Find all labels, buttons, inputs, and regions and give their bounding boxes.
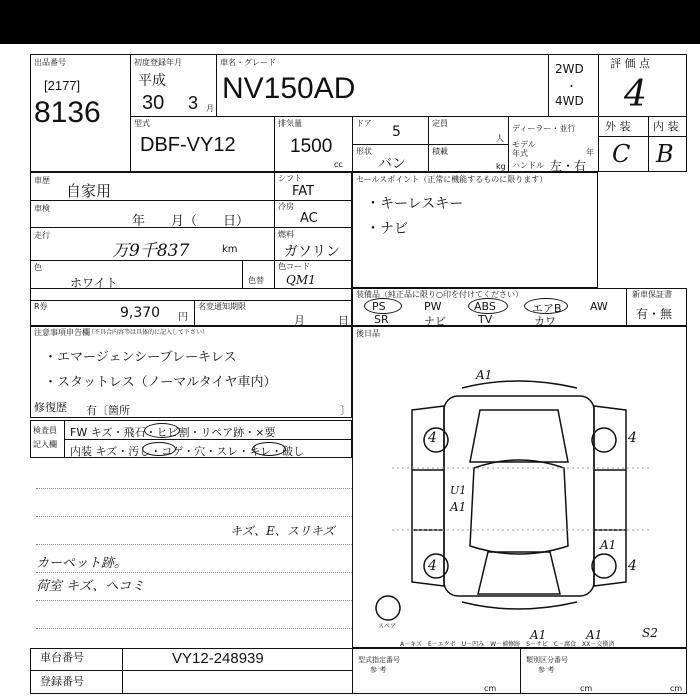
handwritten-line-a: キズ、E、スリキズ [230,524,335,538]
mark-left-door-a: A1 [450,500,467,514]
inspection-value: 年 月（ 日） [132,214,250,229]
equip-leather: カワ [534,315,556,328]
class-label: 類別区分番号 [526,656,568,664]
lot-number: 8136 [34,96,101,129]
damage-legend: A－キズ E－エクボ U－凹み W－補修跡 S－サビ C－腐食 XX－交換済 [400,641,615,648]
drive-dot: ・ [566,80,577,93]
equip-tv: TV [478,313,493,326]
use-value: 自家用 [66,182,112,200]
model-grade-label: 車名・グレード [220,58,276,67]
inspector-row-2: 内装 キズ・汚し・コゲ・穴・スレ・キレ・破し [70,445,305,458]
reg-label: 登録番号 [40,675,84,688]
inspector-row-1: FW キズ・飛石・ヒビ割・リペア跡・×要 [70,426,276,439]
ac-value: AC [300,211,318,226]
lot-label: 出品番号 [34,58,66,67]
km-unit: km [222,244,238,255]
notes-label: 注意事項申告欄 [34,328,90,337]
tax-label: 名変通知期限 [198,302,246,311]
diagram-label: 後日品 [356,329,380,338]
repair-label: 修復歴 [34,401,67,414]
shape-label: 形状 [356,147,372,156]
inspector-label-1: 検査員 [33,426,57,435]
mark-left-door-u: U1 [450,484,467,497]
handwritten-line-b: カーペット跡。 [36,556,128,571]
mark-rear-a1-left: A1 [530,628,547,642]
mark-rear-left-wheel: 4 [428,558,437,574]
shape-value: バン [378,156,406,172]
color-label: 色 [34,263,42,272]
car-diagram [352,340,687,640]
circle-scuff [252,442,286,456]
circle-abs [468,298,508,314]
recycle-label: R券 [34,302,48,311]
mileage-label: 走行 [34,231,50,240]
load-label: 積載 [432,147,448,156]
equip-abs: ABS [474,300,496,313]
equip-airbag: エアB [532,302,562,315]
repair-value: 有〔箇所 [86,404,130,417]
first-reg-label: 初度登録年月 [134,58,182,67]
chassis-value: VY12-248939 [172,650,264,667]
model-year-label: モデル年式 [512,140,536,158]
score-label: 評 価 点 [610,57,650,70]
color-code-label: 色コード [278,262,310,271]
equip-aw: AW [590,300,608,313]
notes-label-sub: （不具合内容等は具体的に記入して下さい） [88,329,209,336]
month-unit: 月 [206,104,214,113]
footer-ref-2: 参 考 [538,666,555,674]
warranty-value: 有・無 [636,307,673,321]
use-label: 車歴 [34,176,50,185]
displacement-label: 排気量 [278,119,302,128]
circle-airbag [524,298,568,314]
tax-month: 月 [294,314,305,327]
interior-grade: B [656,140,674,168]
recycle-value: 9,370 [120,305,161,321]
shift-label: シフト [278,174,302,183]
equip-pw: PW [424,300,442,313]
shift-value: FAT [292,184,315,199]
exterior-grade: C [612,140,631,168]
score: 4 [624,74,647,115]
reg-year: 30 [142,92,165,114]
handwritten-line-c: 荷室 キズ、ヘコミ [36,579,145,594]
displacement-value: 1500 [290,136,333,157]
color-code-value: QM1 [286,273,316,287]
handle-label: ハンドル [512,161,544,170]
mark-rear-s2: S2 [642,626,658,640]
mileage-value: 万9千837 [112,241,190,261]
capacity-label: 定員 [432,119,448,128]
type-value: DBF-VY12 [140,134,236,156]
year-unit: 年 [586,148,594,157]
mark-front-right-wheel: 4 [628,430,637,446]
footer-cm-2: cm [580,684,593,693]
repair-close: 〕 [340,404,351,417]
color-value: ホワイト [70,276,118,290]
inspection-label: 車検 [34,204,50,213]
note-1: ・エマージェンシーブレーキレス [44,350,237,365]
mark-right-rear: A1 [600,538,617,552]
exterior-label: 外 装 [605,120,631,133]
drive-2wd: 2WD [555,62,584,76]
mark-front-left-wheel: 4 [428,430,437,446]
cc-unit: cc [334,160,343,169]
mark-front: A1 [476,368,493,382]
ac-label: 冷房 [278,202,294,211]
footer-cm-3: cm [670,684,683,693]
spare-label: スペア [378,623,397,630]
lot-sub: [2177] [44,78,81,93]
mark-rear-a1-right: A1 [586,628,603,642]
sales-point-1: ・キーレスキー [366,196,464,212]
footer-cm-1: cm [484,684,497,693]
circle-ps [364,298,402,314]
chassis-label: 車台番号 [40,651,84,664]
dealer-label: ディーラー・並行 [512,124,576,133]
drive-4wd: 4WD [555,94,584,108]
sales-points-label: セールスポイント（正常に機能するものに限ります） [356,175,548,184]
equip-sr: SR [374,313,389,326]
footer-ref-1: 参 考 [370,666,387,674]
equip-ps: PS [372,300,386,313]
interior-label: 内 装 [653,120,679,133]
inspector-label-2: 記入欄 [33,440,57,449]
yen-unit: 円 [178,312,188,323]
door-label: ドア [356,119,372,128]
sales-point-2: ・ナビ [366,221,408,237]
top-black-bar [0,0,700,44]
fuel-label: 燃料 [278,230,294,239]
equipment-label: 装備品（純正品に限り○印を付けてください） [356,290,523,299]
handle-value: 左・右 [550,159,587,173]
capacity-unit: 人 [496,134,504,143]
door-value: 5 [392,124,401,140]
model-designation-label: 型式指定番号 [358,656,400,664]
model-name: NV150AD [222,72,356,105]
tax-day: 日 [338,314,349,327]
circle-chip [144,423,180,438]
fuel-value: ガソリン [284,244,340,260]
load-unit: kg [496,162,506,171]
warranty-label: 新車保証書 [632,290,672,299]
color-swap-label: 色替 [248,276,264,285]
circle-dirt [142,442,176,456]
type-label: 型式 [134,119,150,128]
equip-navi: ナビ [424,315,446,328]
era: 平成 [138,73,166,89]
mark-rear-right-wheel: 4 [628,558,637,574]
note-2: ・スタットレス（ノーマルタイヤ車内） [44,375,277,390]
reg-month: 3 [188,93,199,113]
